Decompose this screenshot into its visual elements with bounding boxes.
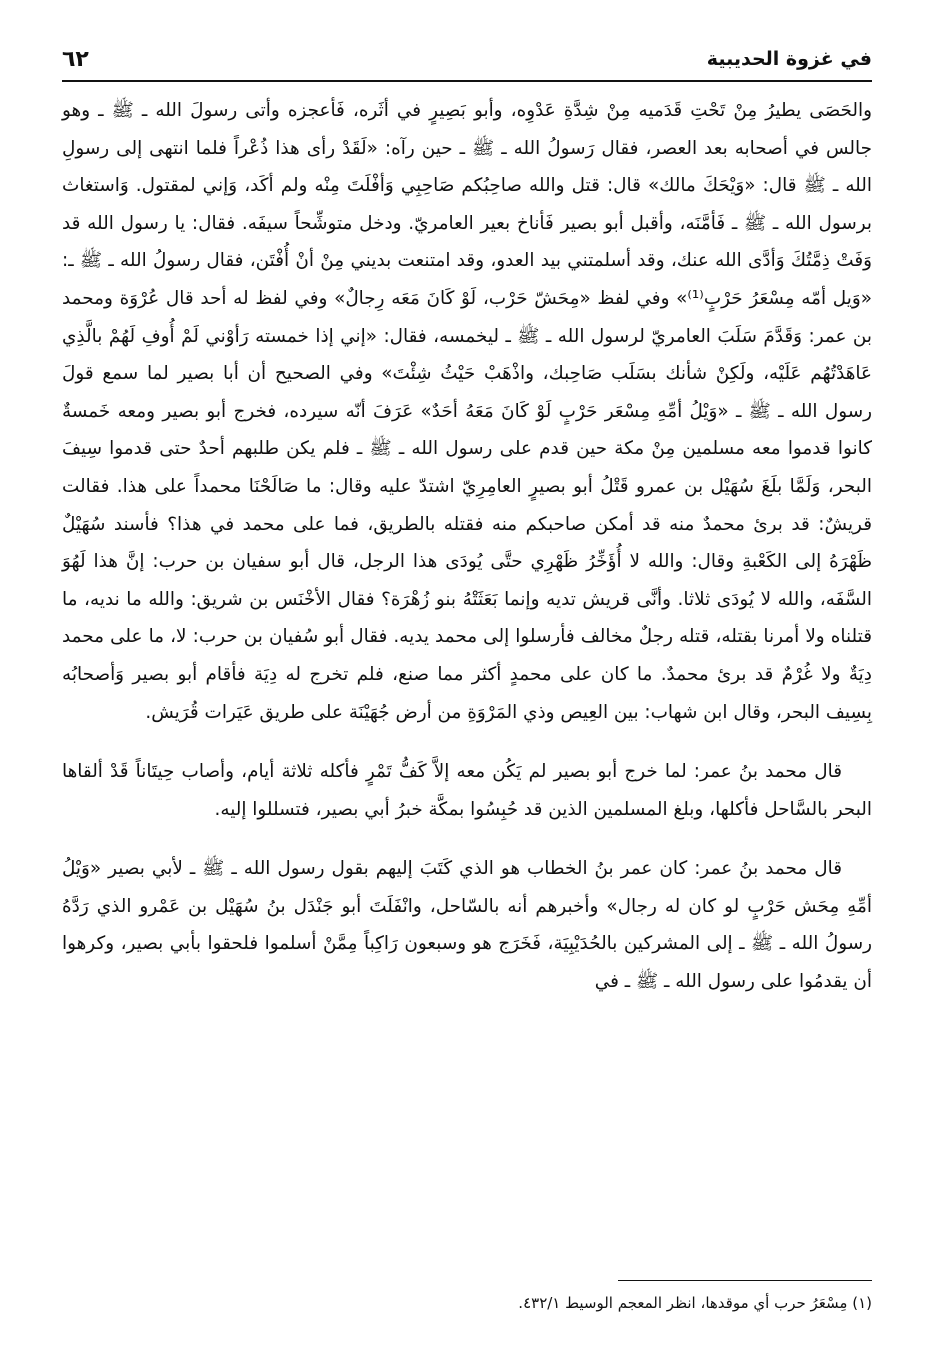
footnote: (١) مِسْعَرُ حرب أي موقدها، انظر المعجم الوسيط ٤٣٢/١.	[518, 1294, 872, 1312]
page-header	[62, 42, 872, 76]
running-title: في غزوة الحديبية	[706, 48, 872, 70]
header-rule	[62, 80, 872, 82]
paragraph-3: قال محمد بنُ عمر: كان عمر بنُ الخطاب هو الذي كَتَبَ إليهم بقول رسول الله ـ ﷺ ـ لأبي بصير «وَيْلُ أمِّهِ مِحَش حَرْبٍ لو كان له رجال» وأخبرهم أنه بالسّاحل، وانْفَلَتَ أبو جَنْدَل بنُ سُهَيْل بن عَمْرو الذي رَدَّهُ رسولُ الله ـ ﷺ ـ إلى المشركين بالحُدَيْبِيَة، فَخَرَج هو وسبعون رَاكِباً مِمَّنْ أسلموا فلحقوا بأبي بصير، وكرهوا أن يقدمُوا على رسول الله ـ ﷺ ـ في	[62, 858, 872, 993]
main-text	[62, 92, 872, 1001]
paragraph-2: قال محمد بنُ عمر: لما خرج أبو بصير لم يَكُن معه إلاَّ كَفُّ تَمْرٍ فأكله ثلاثة أيام، وأصاب حِيتَاناً قَدْ ألقاها البحر بالسَّاحل فأكلها، وبلغ المسلمين الذين قد حُبِسُوا بمكَّة خبرُ أبي بصير، فتسللوا إليه.	[62, 761, 872, 820]
page-number: ٦٢	[62, 46, 89, 72]
paragraph-1: والحَصَى يطيرُ مِنْ تَحْتِ قَدَميه مِنْ شِدَّةِ عَدْوِه، وأبو بَصِيرٍ في أثَره، فَأعجزه وأتى رسولَ الله ـ ﷺ ـ وهو جالس في أصحابه بعد العصر، فقال رَسولُ الله ـ ﷺ ـ حين رآه: «لَقَدْ رأى هذا ذُعْراً فلما انتهى إلى رسولِ الله ـ ﷺ قال: «وَيْحَكَ مالك» قال: قتل والله صاحِبُكم صَاحِبِي وَأفْلَتَ مِنْه ولم أكَد، وَإني لمقتول. وَاستغاث برسول الله ـ ﷺ ـ فَأمَّنَه، وأقبل أبو بصير فَأناخ بعير العامريّ. ودخل متوشِّحاً سيفَه. فقال: يا رسول الله قد وَفَتْ ذِمَّتُكَ وَأدَّى الله عنك، وقد أسلمتني بيد العدو، وقد امتنعت بديني مِنْ أنْ أُفْتَن، فقال رسولُ الله ـ ﷺ ـ: «وَيل أمّه مِسْعَرُ حَرْبٍ⁽¹⁾» وفي لفظ «مِحَشّ حَرْب، لَوْ كَانَ مَعَه رِجالٌ» وفي لفظ له أحد قال عُرْوَة ومحمد بن عمر: وَقَدَّمَ سَلَبَ العامريّ لرسول الله ـ ﷺ ـ ليخمسه، فقال: «إني إذا خمسته رَأوْني لَمْ أُوفِ لَهُمْ بالَّذِي عَاهَدْتُهُم عَلَيْه، ولَكِنْ شأنك بسَلَب صَاحِبك، واذْهَبْ حَيْثُ شِئْتَ» وفي الصحيح أن أبا بصير لما سمع قولَ رسول الله ـ ﷺ ـ «وَيْلُ أمِّهِ مِسْعَر حَرْبٍ لَوْ كَانَ مَعَهُ أحَدٌ» عَرَفَ أنّه سيرده، فخرج أبو بصير ومعه خَمسةٌ كانوا قدموا معه مسلمين مِنْ مكة حين قدم على رسول الله ـ ﷺ ـ فلم يكن طلبهم أحدٌ حتى قدموا سِيفَ البحر، وَلَمَّا بلَغَ سُهَيْل بن عمرو قَتْلُ أبو بصيرٍ العامِرِيّ اشتدّ عليه وقال: ما صَالَحْنَا محمداً على هذا. فقالت قريشٌ: قد برئ محمدٌ منه قد أمكن صاحبكم منه فقتله بالطريق، فما على محمد في هذا؟ فأسند سُهَيْلٌ ظَهْرَهُ إلى الكَعْبةِ وقال: والله لا أُؤَخِّرُ ظَهْرِي حتَّى يُودَى هذا الرجل، قال أبو سفيان بن حرب: إنَّ هذا لَهُوَ السَّفَه، والله لا يُودَى ثلاثا. وأنَّى قريش تديه وإنما بَعَثَتْهُ بنو زُهْرَة؟ فقال الأخْنَس بن شريق: والله ما نديه، ما قتلناه ولا أمرنا بقتله، قتله رجلٌ مخالف فأرسلوا إلى محمد يديه. فقال أبو سُفيان بن حرب: لا، ما على محمد دِيَةٌ ولا غُرْمٌ قد برئ محمدٌ. ما كان على محمدٍ أكثر مما صنع، فلم تخرج له دِيَة فأقام أبو بصير وَأصحابُه بِسِيف البحر، وقال ابن شهاب: بين العِيص وذي المَرْوَةِ من أرض جُهَيْنَة على طريق عَيَرات قُرَيش.	[62, 100, 872, 723]
footnote-rule	[618, 1280, 872, 1281]
